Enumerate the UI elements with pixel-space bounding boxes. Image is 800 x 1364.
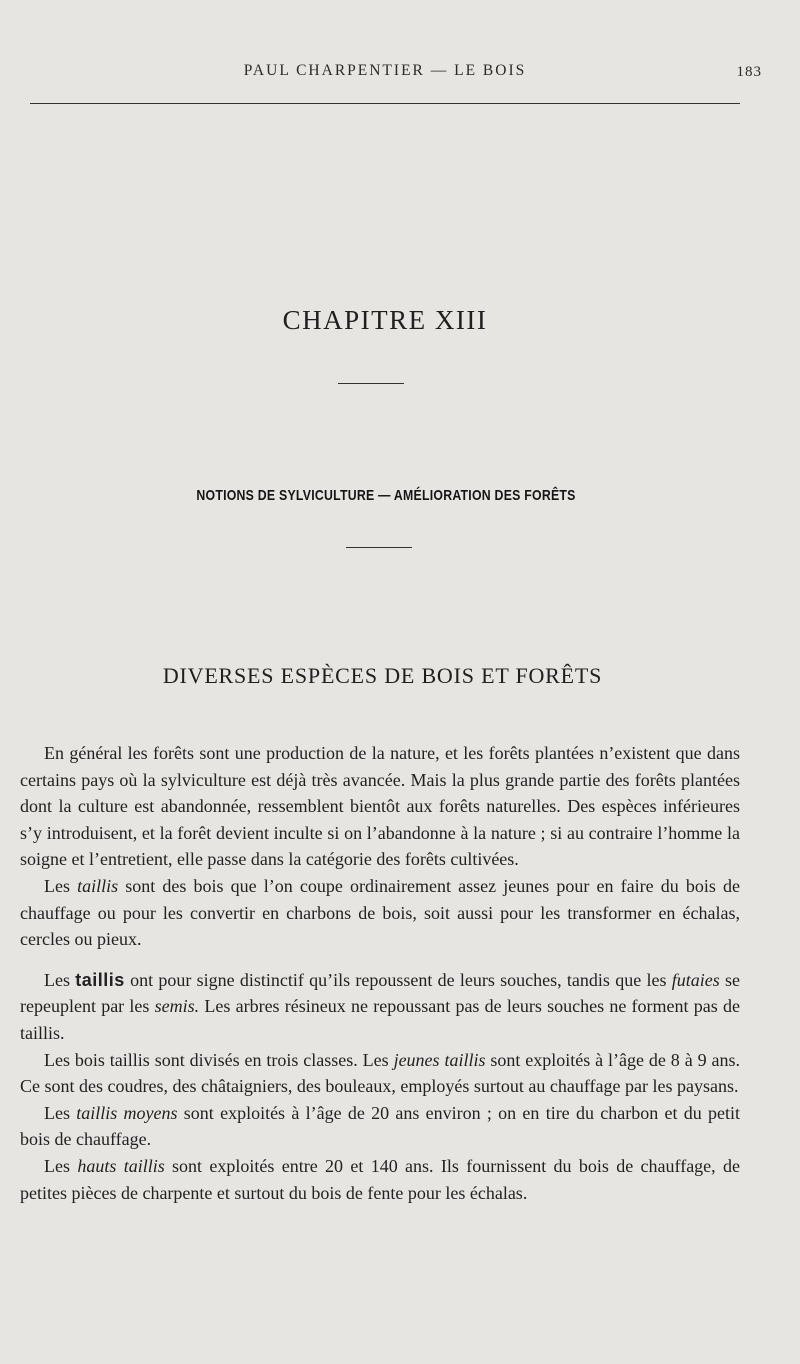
italic-term: semis.	[154, 996, 200, 1017]
section-subtitle: DIVERSES ESPÈCES DE BOIS ET FORÊTS	[162, 663, 603, 688]
italic-term: hauts taillis	[77, 1155, 165, 1176]
paragraph	[20, 967, 740, 1047]
section-divider	[346, 547, 412, 548]
text-run: Les	[44, 1102, 77, 1123]
text-run: Les bois taillis sont divisés en trois classes. Les	[44, 1049, 394, 1070]
paragraph	[20, 873, 740, 953]
text-run: ont pour signe distinctif qu’ils repoussent de leurs souches, tandis que les	[124, 969, 672, 990]
text-run: Les	[44, 1155, 78, 1176]
running-head-title: PAUL CHARPENTIER — LE BOIS	[243, 62, 527, 79]
text-run: Les	[44, 969, 76, 990]
italic-term: futaies	[671, 969, 720, 990]
chapter-title: CHAPITRE XIII	[282, 305, 488, 335]
section-title: NOTIONS DE SYLVICULTURE — AMÉLIORATION DES FORÊTS	[196, 487, 576, 504]
text-run: sont des bois que l’on coupe ordinairement assez jeunes pour en faire du bois de chauffage ou pour les convertir en charbons de bois, soit aussi pour les transformer en échalas, cercles ou pieux.	[20, 875, 740, 950]
header-rule	[30, 103, 740, 104]
italic-term: taillis	[77, 875, 119, 896]
text-run: Les arbres résineux ne repoussant pas de leurs souches ne forment pas de taillis.	[20, 996, 740, 1043]
running-head	[0, 62, 800, 86]
italic-term: taillis moyens	[76, 1102, 178, 1123]
text-run: sont exploités à l’âge de 20 ans environ ; on en tire du charbon et du petit bois de chauffage.	[20, 1102, 740, 1150]
italic-term: jeunes taillis	[393, 1049, 486, 1070]
body-text	[20, 740, 740, 1206]
paragraph	[20, 1153, 740, 1206]
chapter-divider	[338, 383, 404, 384]
text-run: se repeuplent par les	[20, 969, 740, 1017]
paragraph: En général les forêts sont une production de la nature, et les forêts plantées n’existent que dans certains pays où la sylviculture est déjà très avancée. Mais la plus grande partie des forêts plantées dont la culture est abandonnée, ressemblent bientôt aux forêts naturelles. Des espèces inférieures s’y introduisent, et la forêt devient inculte si on l’abandonne à la nature ; si au contraire l’homme la soigne et l’entretient, elle passe dans la catégorie des forêts cultivées.	[20, 743, 740, 870]
bold-term: taillis	[75, 969, 125, 990]
page-number: 183	[736, 64, 762, 80]
paragraph	[20, 1100, 740, 1153]
text-run: Les	[44, 875, 78, 896]
text-run: sont exploités entre 20 et 140 ans. Ils fournissent du bois de chauffage, de petites pièces de charpente et surtout du bois de fente pour les échalas.	[20, 1155, 741, 1203]
paragraph	[20, 1047, 740, 1100]
text-run: sont exploités à l’âge de 8 à 9 ans. Ce sont des coudres, des châtaigniers, des bouleaux, employés surtout au chauffage par les paysans.	[20, 1049, 740, 1097]
